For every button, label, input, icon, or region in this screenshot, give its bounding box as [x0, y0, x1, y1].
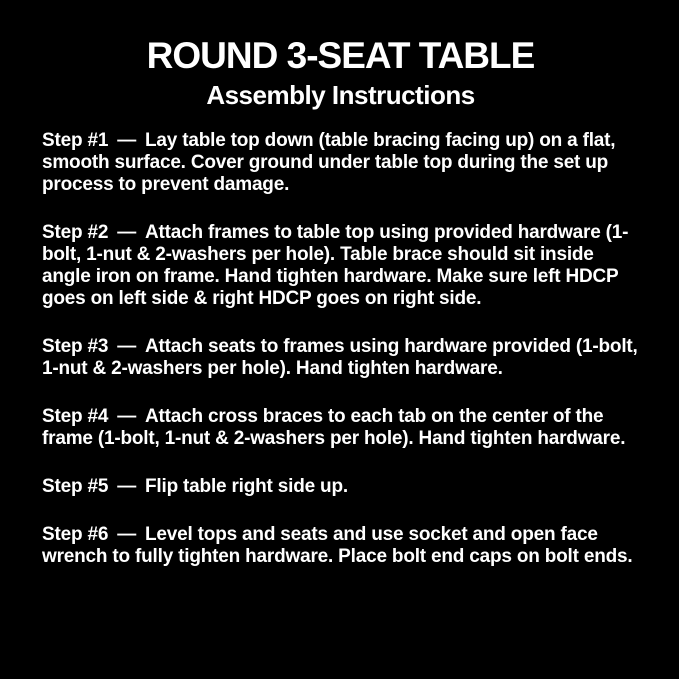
- step-5-label: Step #5: [42, 476, 109, 497]
- step-3: [42, 336, 639, 380]
- step-4-label: Step #4: [42, 406, 109, 427]
- step-1-text: Lay table top down (table bracing facing up) on a flat, smooth surface. Cover ground under table top during the set up process to prevent damage.: [42, 130, 616, 195]
- step-5-text: Flip table right side up.: [145, 476, 348, 497]
- step-2-text: Attach frames to table top using provided hardware (1-bolt, 1-nut & 2-washers per hole). Table brace should sit inside angle iron on frame. Hand tighten hardware. Make sure left HDCP goes on left side & right HDCP goes on right side.: [42, 222, 629, 309]
- page-subtitle: Assembly Instructions: [206, 80, 475, 110]
- step-5-dash: —: [117, 476, 136, 497]
- step-2-dash: —: [117, 222, 136, 243]
- step-1-label: Step #1: [42, 130, 109, 151]
- step-3-dash: —: [117, 336, 136, 357]
- step-6: [42, 524, 639, 568]
- step-4-dash: —: [117, 406, 136, 427]
- step-5: [42, 476, 639, 498]
- step-6-dash: —: [117, 524, 136, 545]
- step-6-label: Step #6: [42, 524, 109, 545]
- step-1-dash: —: [117, 130, 136, 151]
- step-1: [42, 130, 639, 196]
- step-2-label: Step #2: [42, 222, 109, 243]
- steps-list: [42, 130, 639, 568]
- step-2: [42, 222, 639, 310]
- step-3-label: Step #3: [42, 336, 109, 357]
- step-4: [42, 406, 639, 450]
- step-3-text: Attach seats to frames using hardware provided (1-bolt, 1-nut & 2-washers per hole). Hand tighten hardware.: [42, 336, 638, 379]
- step-4-text: Attach cross braces to each tab on the center of the frame (1-bolt, 1-nut & 2-washers per hole). Hand tighten hardware.: [42, 406, 626, 449]
- step-6-text: Level tops and seats and use socket and open face wrench to fully tighten hardware. Place bolt end caps on bolt ends.: [42, 524, 633, 567]
- page-title: ROUND 3-SEAT TABLE: [146, 35, 535, 76]
